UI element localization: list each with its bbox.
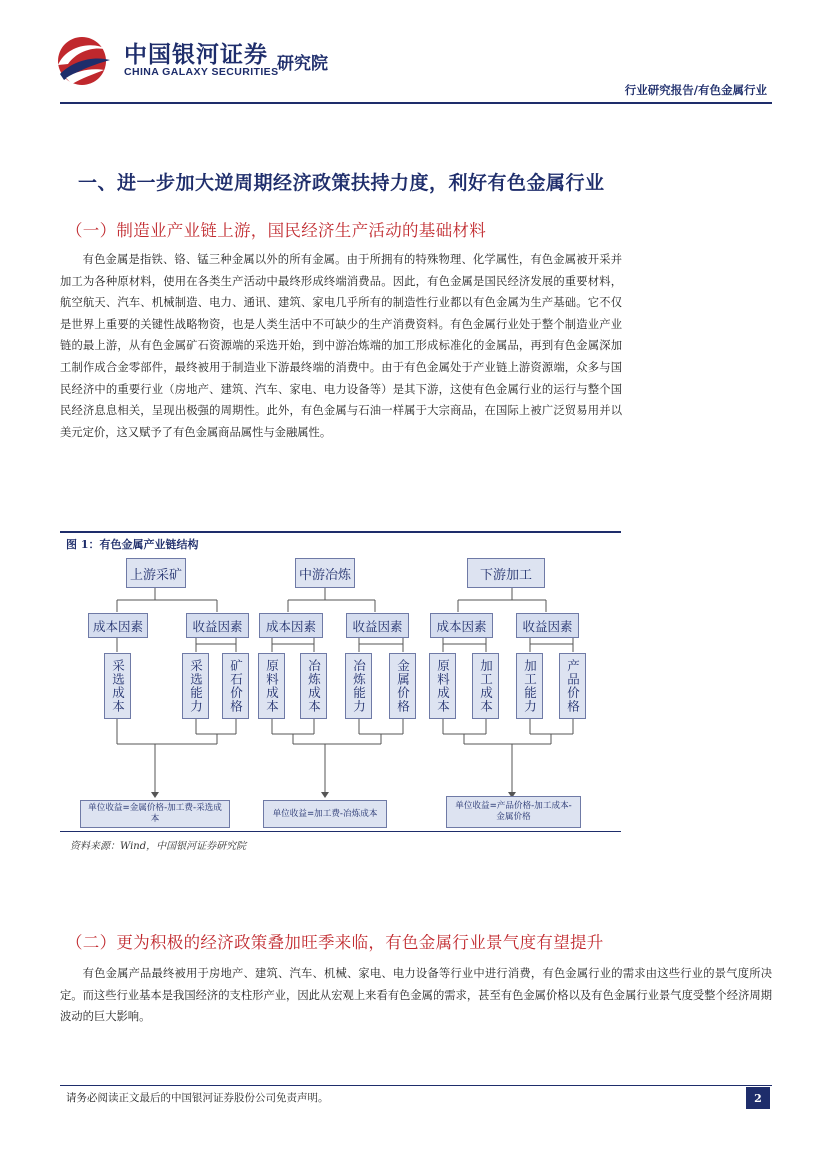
galaxy-logo-icon (52, 34, 112, 88)
paragraph-1: 有色金属是指铁、铬、锰三种金属以外的所有金属。由于所拥有的特殊物理、化学属性，有色金属被开采并加工为各种原材料，使用在各类生产活动中最终形成终端消费品。因此，有色金属是国民经济发展的重要材料，航空航天、汽车、机械制造、电力、通讯、建筑、家电几乎所有的制造性行业都以有色金属为生产基础。它不仅是世界上重要的关键性战略物资，也是人类生活中不可缺少的生产消费资料。有色金属行业处于整个制造业产业链的最上游，从有色金属矿石资源端的采选开始，到中游冶炼端的加工形成标准化的金属品，再到有色金属深加工制作成合金零部件，最终被用于制造业下游最终端的消费中。由于有色金属处于产业链上游资源端，众多与国民经济中的重要行业（房地产、建筑、汽车、家电、电力设备等）是其下游，这使有色金属行业的运行与整个国民经济息息相关，呈现出极强的周期性。此外，有色金属与石油一样属于大宗商品，在国际上被广泛贸易用并以美元定价，这又赋予了有色金属商品属性与金融属性。 (60, 253, 622, 439)
item-metal-price: 金属价格 (389, 653, 416, 719)
item-product-price: 产品价格 (559, 653, 586, 719)
revenue-factor-downstream: 收益因素 (516, 613, 579, 638)
page-number: 2 (746, 1087, 770, 1109)
figure-bottom-rule (60, 831, 621, 832)
figure-top-rule (60, 531, 621, 533)
logo-chinese-name: 中国银河证券 (124, 42, 268, 68)
item-mining-cost: 采选成本 (104, 653, 131, 719)
stage-midstream-smelting: 中游冶炼 (295, 558, 355, 588)
subsection-title-2: （二）更为积极的经济政策叠加旺季来临，有色金属行业景气度有望提升 (66, 933, 604, 952)
item-processing-cost: 加工成本 (472, 653, 499, 719)
cost-factor-downstream: 成本因素 (430, 613, 493, 638)
logo-english-name: CHINA GALAXY SECURITIES (124, 66, 279, 78)
result-midstream: 单位收益=加工费-冶炼成本 (263, 800, 387, 828)
revenue-factor-midstream: 收益因素 (346, 613, 409, 638)
figure-caption: 图 1：有色金属产业链结构 (66, 538, 199, 551)
result-upstream: 单位收益=金属价格-加工费-采选成本 (80, 800, 230, 828)
header-divider (60, 102, 772, 104)
item-mining-capacity: 采选能力 (182, 653, 209, 719)
stage-downstream-processing: 下游加工 (467, 558, 545, 588)
subsection-title-1: （一）制造业产业链上游，国民经济生产活动的基础材料 (66, 221, 486, 240)
result-downstream: 单位收益=产品价格-加工成本-金属价格 (446, 796, 581, 828)
figure-source: 资料来源：Wind，中国银河证券研究院 (70, 841, 247, 852)
item-processing-capacity: 加工能力 (516, 653, 543, 719)
item-ore-price: 矿石价格 (222, 653, 249, 719)
paragraph-2: 有色金属产品最终被用于房地产、建筑、汽车、机械、家电、电力设备等行业中进行消费，有色金属行业的需求由这些行业的景气度所决定。而这些行业基本是我国经济的支柱形产业，因此从宏观上来看有色金属的需求，甚至有色金属价格以及有色金属行业景气度受整个经济周期波动的巨大影响。 (60, 967, 772, 1024)
cost-factor-upstream: 成本因素 (88, 613, 148, 638)
item-smelting-cost: 冶炼成本 (300, 653, 327, 719)
footer-divider (60, 1085, 772, 1086)
footer-disclaimer: 请务必阅读正文最后的中国银河证券股份公司免责声明。 (66, 1092, 329, 1104)
item-smelting-capacity: 冶炼能力 (345, 653, 372, 719)
section-title: 一、进一步加大逆周期经济政策扶持力度，利好有色金属行业 (78, 172, 605, 194)
cost-factor-midstream: 成本因素 (259, 613, 323, 638)
industry-chain-diagram (60, 552, 621, 830)
revenue-factor-upstream: 收益因素 (186, 613, 249, 638)
logo-institute: 研究院 (277, 54, 328, 74)
stage-upstream-mining: 上游采矿 (126, 558, 186, 588)
report-category: 行业研究报告/有色金属行业 (624, 83, 767, 97)
item-raw-material-cost-down: 原料成本 (429, 653, 456, 719)
item-raw-material-cost-mid: 原料成本 (258, 653, 285, 719)
